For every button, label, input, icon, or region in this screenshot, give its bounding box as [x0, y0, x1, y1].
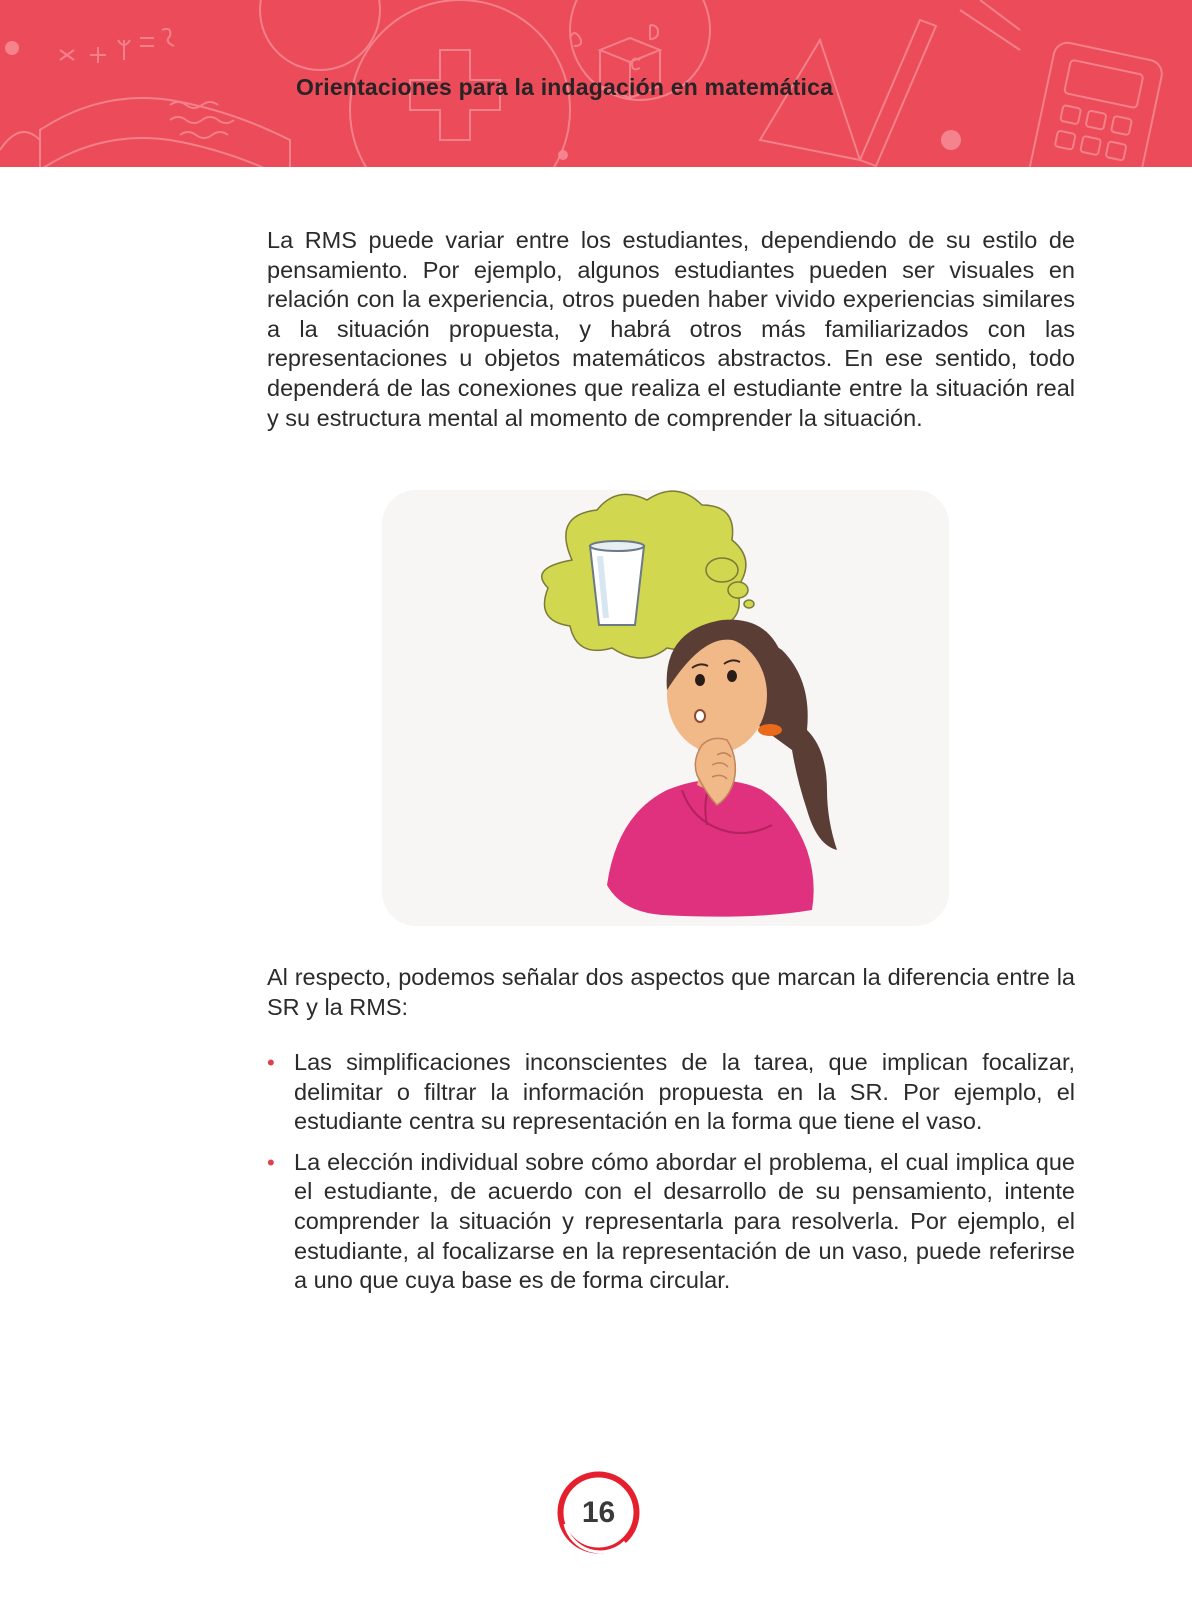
page-number: 16: [581, 1495, 616, 1529]
list-item-text: La elección individual sobre cómo abordar el problema, el cual implica que el estudiante, de acuerdo con el desarrollo de su pensamiento, intente comprender la situación y representarla para resolverla. Por ejemplo, el estudiante, al focalizarse en la representación de un vaso, puede referirse a uno que cuya base es de forma circular.: [294, 1148, 1075, 1294]
bullet-icon: •: [267, 1050, 275, 1075]
page-header: [0, 0, 1192, 167]
page-number-badge: [555, 1469, 642, 1556]
list-item: [267, 1148, 1075, 1296]
header-title: Orientaciones para la indagación en matemática: [296, 74, 834, 100]
bullet-icon: •: [267, 1149, 275, 1175]
list-item: [267, 1048, 1075, 1137]
list-item-text: Las simplificaciones inconscientes de la tarea, que implican focalizar, delimitar o filtrar la información propuesta en la SR. Por ejemplo, el estudiante centra su representación en la forma que tiene el vaso.: [294, 1049, 1075, 1135]
illustration-panel: [382, 490, 949, 926]
aspects-list: [267, 1048, 1075, 1307]
student-thinking-of-glass-icon: [382, 490, 949, 926]
student-figure: [607, 620, 837, 917]
aspects-intro-paragraph: Al respecto, podemos señalar dos aspectos que marcan la diferencia entre la SR y la RMS:: [267, 964, 1075, 1020]
intro-section: [267, 226, 1075, 433]
intro-paragraph: La RMS puede variar entre los estudiantes, dependiendo de su estilo de pensamiento. Por ejemplo, algunos estudiantes pueden ser visuales en relación con la experiencia, otros pueden haber vivido experiencias similares a la situación propuesta, y habrá otros más familiarizados con las representaciones u objetos matemáticos abstractos. En ese sentido, todo dependerá de las conexiones que realiza el estudiante entre la situación real y su estructura mental al momento de comprender la situación.: [267, 227, 1075, 431]
glass-icon: [590, 541, 644, 625]
